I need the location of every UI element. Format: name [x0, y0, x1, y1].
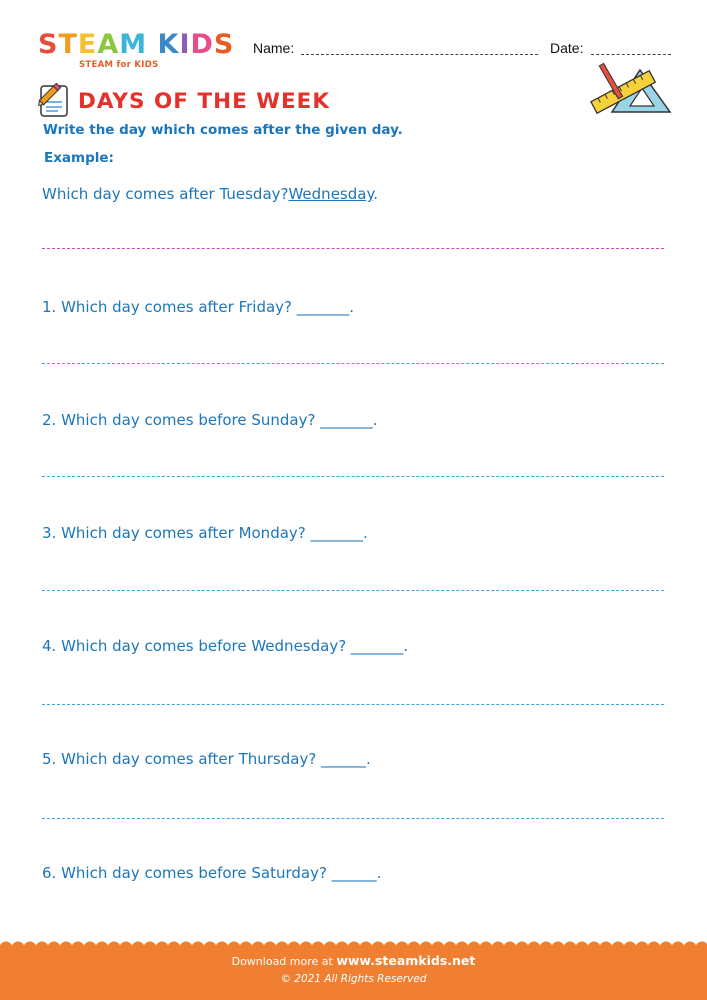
logo-letter: A [97, 29, 120, 60]
question-1: 1. Which day comes after Friday? _______. [42, 298, 355, 316]
footer-copyright: © 2021 All Rights Reserved [280, 973, 427, 985]
logo-letter: M [119, 29, 148, 60]
ruler-set-square-icon [582, 62, 674, 118]
footer-site-link[interactable]: www.steamkids.net [336, 953, 476, 968]
worksheet-title: DAYS OF THE WEEK [78, 89, 330, 114]
example-label: Example: [44, 150, 114, 166]
logo-letter: S [213, 29, 235, 60]
example-answer: Wednesday [288, 185, 374, 203]
answer-line-2 [42, 476, 664, 477]
logo-letter: I [179, 29, 191, 60]
steam-kids-logo [38, 30, 238, 70]
question-2: 2. Which day comes before Sunday? _______. [42, 411, 378, 429]
answer-line-1 [42, 363, 664, 364]
footer-download-prefix: Download more at [231, 955, 333, 968]
example-question: Which day comes after Tuesday? [42, 185, 289, 203]
question-5: 5. Which day comes after Thursday? ______. [42, 750, 371, 768]
logo-letter [147, 29, 157, 60]
worksheet-pencil-icon [34, 80, 74, 120]
instruction: Write the day which comes after the given day. [43, 122, 403, 138]
question-6: 6. Which day comes before Saturday? ______. [42, 864, 382, 882]
example-divider [42, 248, 664, 249]
question-3: 3. Which day comes after Monday? _______. [42, 524, 368, 542]
example-end: . [373, 185, 378, 203]
name-label: Name: [253, 40, 295, 56]
date-label: Date: [550, 40, 584, 56]
example-sentence [42, 185, 378, 203]
answer-line-3 [42, 590, 664, 591]
logo-tagline: STEAM for KIDS [79, 60, 159, 70]
logo-letter: E [77, 29, 98, 60]
logo-letter: D [190, 29, 214, 60]
answer-line-4 [42, 704, 664, 705]
logo-letter: T [58, 29, 78, 60]
answer-line-5 [42, 818, 664, 819]
footer-download [0, 953, 707, 968]
question-4: 4. Which day comes before Wednesday? _______. [42, 637, 409, 655]
logo-letter: S [38, 29, 59, 60]
logo-wordmark [38, 30, 238, 60]
logo-letter: K [157, 29, 180, 60]
date-field[interactable] [591, 54, 671, 55]
name-field[interactable] [301, 54, 538, 55]
